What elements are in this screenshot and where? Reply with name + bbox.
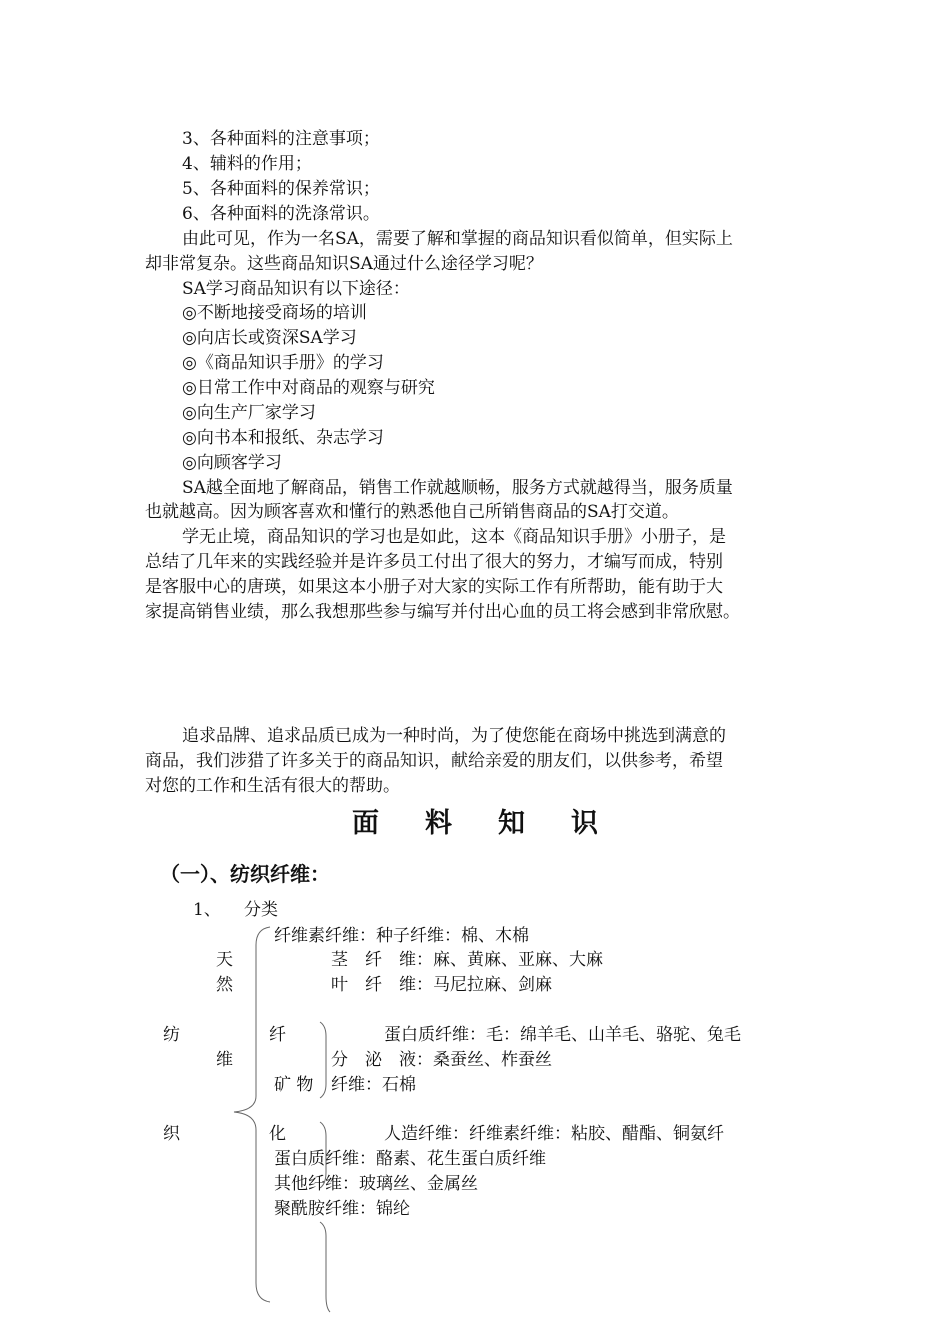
- title-char: 识: [571, 808, 598, 839]
- natural-brace: [320, 1022, 326, 1098]
- char-xian: 纤: [269, 1025, 286, 1045]
- title-char: 面: [352, 808, 379, 839]
- way-item: ◎不断地接受商场的培训: [182, 303, 367, 323]
- paragraph-line: SA越全面地了解商品，销售工作就越顺畅，服务方式就越得当，服务质量: [182, 478, 733, 498]
- fiber-row-polyamide: 聚酰胺纤维：锦纶: [274, 1199, 410, 1219]
- paragraph-line: 商品，我们涉猎了许多关于的商品知识，献给亲爱的朋友们，以供参考，希望: [145, 751, 723, 771]
- fiber-row-stem: 茎 纤 维：麻、黄麻、亚麻、大麻: [331, 950, 603, 970]
- char-hua: 化: [269, 1124, 286, 1144]
- list-item: 4、辅料的作用；: [182, 154, 312, 174]
- paragraph-line: 对您的工作和生活有很大的帮助。: [145, 776, 400, 796]
- page-title: [0, 806, 950, 842]
- char-tian: 天: [216, 950, 233, 970]
- paragraph-line: 是客服中心的唐瑛，如果这本小册子对大家的实际工作有所帮助，能有助于大: [145, 577, 723, 597]
- list-item: 6、各种面料的洗涤常识。: [182, 204, 380, 224]
- paragraph-line: 由此可见，作为一名SA，需要了解和掌握的商品知识看似简单，但实际上: [182, 229, 733, 249]
- fiber-row-manmade: 人造纤维：纤维素纤维：粘胶、醋酯、铜氨纤: [384, 1124, 724, 1144]
- paragraph-line: 学无止境，商品知识的学习也是如此，这本《商品知识手册》小册子，是: [182, 527, 726, 547]
- synthetic-brace: [320, 1222, 330, 1312]
- fiber-row-protein: 蛋白质纤维：毛：绵羊毛、山羊毛、骆驼、兔毛: [384, 1025, 741, 1045]
- fiber-row-cellulose: 纤维素纤维：种子纤维：棉、木棉: [274, 926, 529, 946]
- section-heading: （一）、纺织纤维：: [160, 862, 330, 886]
- way-item: ◎向生产厂家学习: [182, 403, 316, 423]
- way-item: ◎向店长或资深SA学习: [182, 328, 357, 348]
- paragraph-line: 总结了几年来的实践经验并是许多员工付出了很大的努力，才编写而成，特别: [145, 552, 723, 572]
- classification-number: 1、: [193, 900, 221, 920]
- list-item: 3、各种面料的注意事项；: [182, 129, 380, 149]
- ways-intro: SA学习商品知识有以下途径：: [182, 279, 410, 299]
- way-item: ◎向顾客学习: [182, 453, 282, 473]
- char-ran: 然: [216, 975, 233, 995]
- paragraph-line: 追求品牌、追求品质已成为一种时尚，为了使您能在商场中挑选到满意的: [182, 726, 726, 746]
- fiber-row-mineral: 纤维：石棉: [331, 1075, 416, 1095]
- paragraph-line: 却非常复杂。这些商品知识SA通过什么途径学习呢？: [145, 254, 543, 274]
- char-zhi: 织: [163, 1124, 180, 1144]
- classification-label: 分类: [244, 900, 278, 920]
- outer-brace: [234, 927, 270, 1302]
- way-item: ◎向书本和报纸、杂志学习: [182, 428, 384, 448]
- title-char: 料: [425, 808, 452, 839]
- fiber-row-secretion: 分 泌 液：桑蚕丝、柞蚕丝: [331, 1050, 552, 1070]
- mineral-label: 矿 物: [274, 1075, 314, 1095]
- fiber-row-other: 其他纤维：玻璃丝、金属丝: [274, 1174, 478, 1194]
- list-item: 5、各种面料的保养常识；: [182, 179, 380, 199]
- fiber-row-leaf: 叶 纤 维：马尼拉麻、剑麻: [331, 975, 552, 995]
- char-fang: 纺: [163, 1025, 180, 1045]
- fiber-row-manmade-protein: 蛋白质纤维：酪素、花生蛋白质纤维: [274, 1149, 546, 1169]
- way-item: ◎日常工作中对商品的观察与研究: [182, 378, 435, 398]
- way-item: ◎《商品知识手册》的学习: [182, 353, 384, 373]
- paragraph-line: 家提高销售业绩，那么我想那些参与编写并付出心血的员工将会感到非常欣慰。: [145, 602, 740, 622]
- title-char: 知: [498, 808, 525, 839]
- char-wei: 维: [216, 1050, 233, 1070]
- paragraph-line: 也就越高。因为顾客喜欢和懂行的熟悉他自己所销售商品的SA打交道。: [145, 502, 679, 522]
